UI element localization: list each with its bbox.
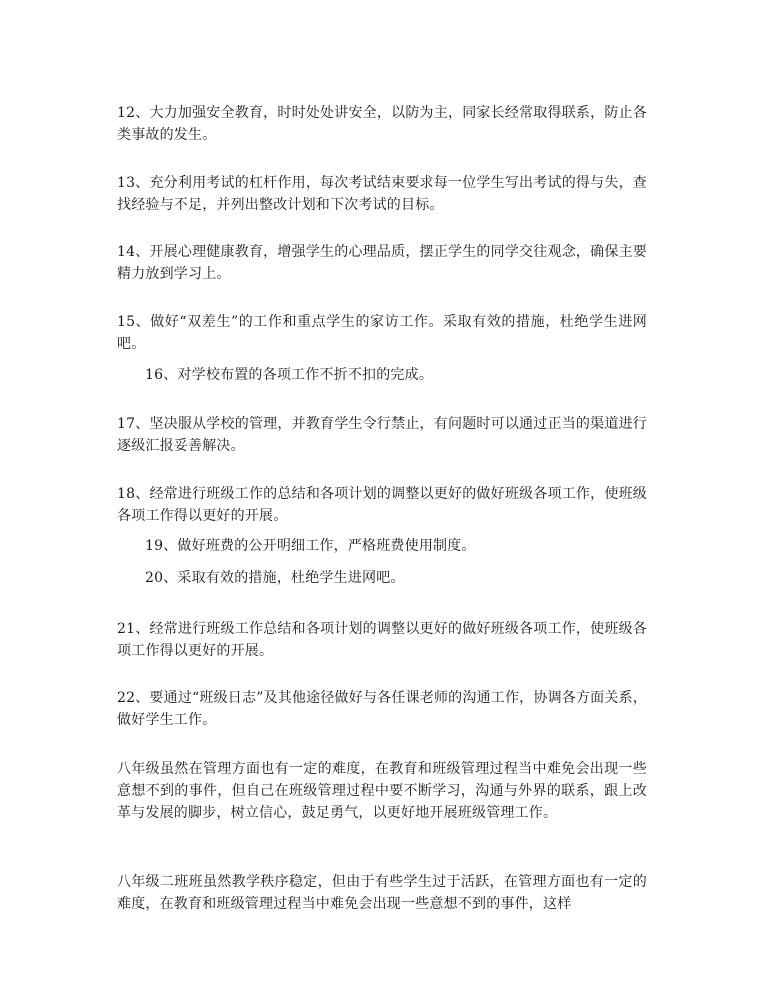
paragraph-item-22: 22、要通过“班级日志”及其他途径做好与各任课老师的沟通工作，协调各方面关系，做好学生工作。	[117, 690, 647, 728]
paragraph-item-21: 21、经常进行班级工作总结和各项计划的调整以更好的做好班级各项工作，使班级各项工作得以更好的开展。	[117, 621, 647, 659]
paragraph-item-12: 12、大力加强安全教育，时时处处讲安全，以防为主，同家长经常取得联系，防止各类事故的发生。	[117, 105, 647, 143]
paragraph-item-13: 13、充分利用考试的杠杆作用，每次考试结束要求每一位学生写出考试的得与失，查找经验与不足，并列出整改计划和下次考试的目标。	[117, 175, 647, 213]
paragraph-class-note: 八年级二班班虽然教学秩序稳定，但由于有些学生过于活跃，在管理方面也有一定的难度，在教育和班级管理过程当中难免会出现一些意想不到的事件，这样	[117, 874, 647, 912]
paragraph-item-18: 18、经常进行班级工作的总结和各项计划的调整以更好的做好班级各项工作，使班级各项工作得以更好的开展。	[117, 486, 647, 524]
paragraph-item-15: 15、做好“双差生”的工作和重点学生的家访工作。采取有效的措施，杜绝学生进网吧。	[117, 314, 647, 352]
paragraph-item-17: 17、坚决服从学校的管理，并教育学生令行禁止，有问题时可以通过正当的渠道进行逐级汇报妥善解决。	[117, 416, 647, 454]
paragraph-summary: 八年级虽然在管理方面也有一定的难度，在教育和班级管理过程当中难免会出现一些意想不到的事件，但自己在班级管理过程中要不断学习，沟通与外界的联系，跟上改革与发展的脚步，树立信心，鼓足勇气，以更好地开展班级管理工作。	[117, 761, 647, 821]
paragraph-item-14: 14、开展心理健康教育，增强学生的心理品质，摆正学生的同学交往观念，确保主要精力放到学习上。	[117, 244, 647, 282]
paragraph-item-16: 16、对学校布置的各项工作不折不扣的完成。	[145, 367, 434, 383]
paragraph-item-20: 20、采取有效的措施，杜绝学生进网吧。	[145, 570, 405, 586]
paragraph-item-19: 19、做好班费的公开明细工作，严格班费使用制度。	[145, 538, 476, 554]
